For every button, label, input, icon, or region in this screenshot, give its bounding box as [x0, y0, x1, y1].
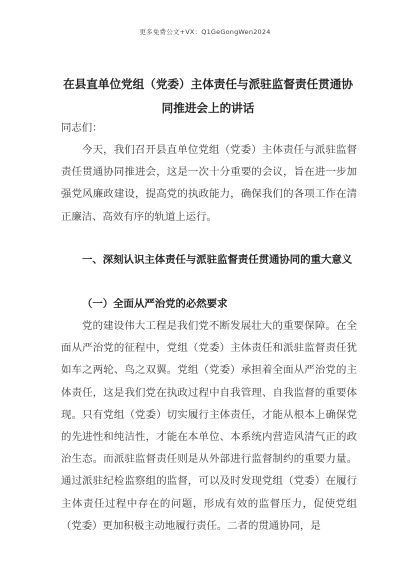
greeting: 同志们：: [61, 122, 103, 134]
document-title: 在县直单位党组（党委）主体责任与派驻监督责任贯通协同推进会上的讲话: [63, 77, 353, 115]
section-heading-1: 一、深刻认识主体责任与派驻监督责任贯通协同的重大意义: [82, 254, 353, 266]
header-note: 更多免费公文+VX：Q1GeGongWen2024: [139, 28, 271, 36]
body-paragraph-2: 党的建设伟大工程是我们党不断发展壮大的重要保障。在全面从严治党的征程中，党组（党委）主体责任和派驻监督责任犹如车之两轮、鸟之双翼。党组（党委）承担着全面从严治党的主体责任，这是我们党在执政过程中自我管理、自我监督的重要体现。只有党组（党委）切实履行主体责任，才能从根本上确保党的先进性和纯洁性，才能在本单位、本系统内营造风清气正的政治生态。而派驻监督责任则是从外部进行监督制约的重要力量。通过派驻纪检监察组的监督，可以及时发现党组（党委）在履行主体责任过程中存在的问题，形成有效的监督压力，促使党组（党委）更加积极主动地履行责任。二者的贯通协同，是: [61, 320, 357, 532]
intro-paragraph: 今天，我们召开县直单位党组（党委）主体责任与派驻监督责任贯通协同推进会，这是一次十分重要的会议，旨在进一步加强党风廉政建设，提高党的执政能力，确保我们的各项工作在清正廉洁、高效有序的轨道上运行。: [61, 144, 357, 223]
subsection-heading-1: （一）全面从严治党的必然要求: [82, 298, 228, 310]
